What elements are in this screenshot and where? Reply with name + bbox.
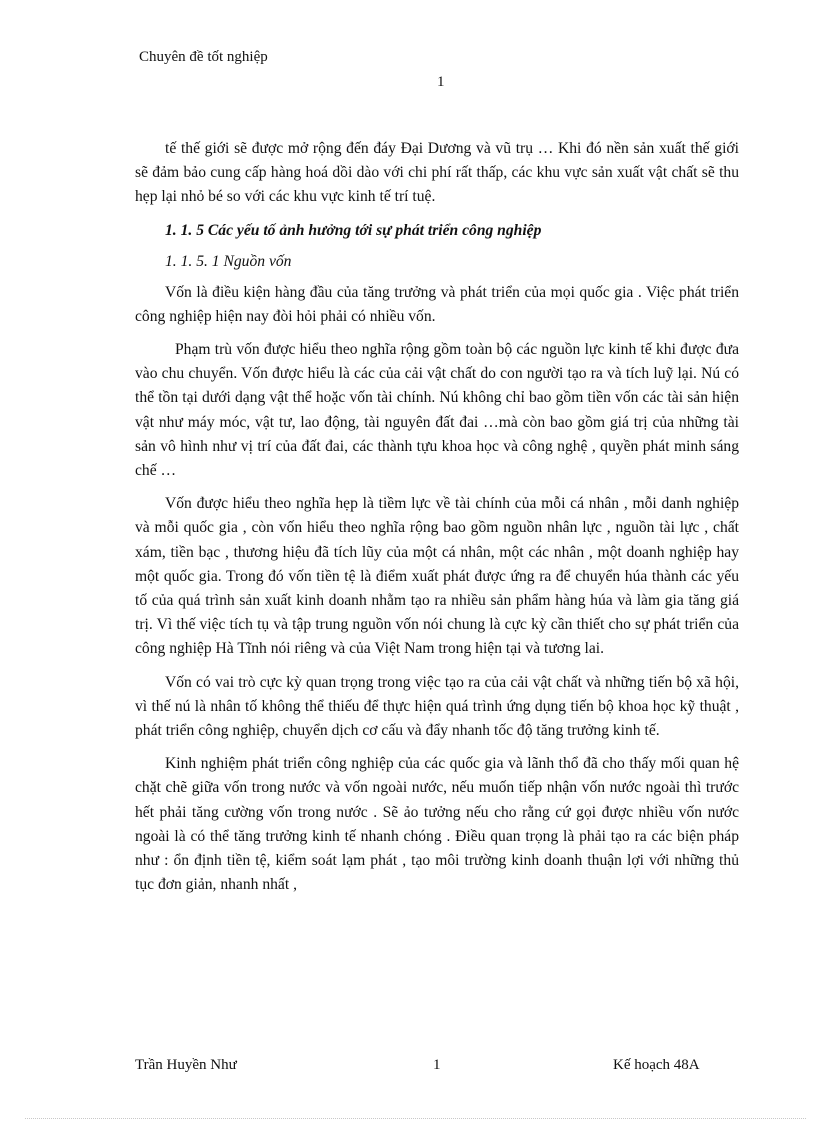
header-page-number: 1 — [437, 74, 445, 90]
paragraph: Kinh nghiệm phát triển công nghiệp của các quốc gia và lãnh thổ đã cho thấy mối quan hệ chặt chẽ giữa vốn trong nước và vốn ngoài nước, nếu muốn tiếp nhận vốn nước ngoài thì trước hết phải tăng cường vốn trong nước . Sẽ ảo tưởng nếu cho rằng cứ gọi được nhiều vốn nước ngoài là có thể tăng trưởng kinh tế nhanh chóng . Điều quan trọng là phải tạo ra các biện pháp như : ổn định tiền tệ, kiểm soát lạm phát , tạo môi trường kinh doanh thuận lợi với những thủ tục đơn giản, nhanh nhất , — [135, 755, 739, 894]
footer-page-number: 1 — [433, 1057, 441, 1073]
footer-class: Kế hoạch 48A — [613, 1057, 700, 1073]
paragraph: Vốn là điều kiện hàng đầu của tăng trưởng và phát triển của mọi quốc gia . Việc phát triển công nghiệp hiện nay đòi hỏi phải có nhiều vốn. — [135, 283, 739, 325]
document-body — [135, 137, 739, 906]
page-bottom-edge — [25, 1118, 806, 1119]
document-title: Chuyên đề tốt nghiệp — [139, 49, 268, 65]
subsection-heading: 1. 1. 5. 1 Nguồn vốn — [165, 252, 292, 270]
paragraph: Phạm trù vốn được hiểu theo nghĩa rộng gồm toàn bộ các nguồn lực kinh tế khi được đưa vào chu chuyển. Vốn được hiểu là các của cải vật chất do con người tạo ra và tích luỹ lại. Nú có thể tồn tại dưới dạng vật thể hoặc vốn tài chính. Nú không chỉ bao gồm tiền vốn các tài sản hiện vật như máy móc, vật tư, lao động, tài nguyên đất đai …mà còn bao gồm giá trị của những tài sản vô hình như vị trí của đất đai, các thành tựu khoa học và công nghệ , quyền phát minh sáng chế … — [135, 341, 739, 480]
paragraph: Vốn có vai trò cực kỳ quan trọng trong việc tạo ra của cải vật chất và những tiến bộ xã hội, vì thế nú là nhân tố không thể thiếu để thực hiện quá trình ứng dụng tiến bộ khoa học kỹ thuật , phát triển công nghiệp, chuyển dịch cơ cấu và đẩy nhanh tốc độ tăng trưởng kinh tế. — [135, 673, 739, 740]
footer-author: Trần Huyền Như — [135, 1057, 237, 1073]
intro-paragraph: tế thế giới sẽ được mở rộng đến đáy Đại Dương và vũ trụ … Khi đó nền sản xuất thế giới sẽ đảm bảo cung cấp hàng hoá dồi dào với chi phí rất thấp, các khu vực sản xuất vật chất sẽ thu hẹp lại nhỏ bé so với các khu vực kinh tế trí tuệ. — [135, 140, 739, 206]
section-heading: 1. 1. 5 Các yếu tố ảnh hưởng tới sự phát triển công nghiệp — [165, 221, 542, 239]
paragraph: Vốn được hiểu theo nghĩa hẹp là tiềm lực về tài chính của mỗi cá nhân , mỗi danh nghiệp và mỗi quốc gia , còn vốn hiểu theo nghĩa rộng bao gồm nguồn nhân lực , nguồn tài lực , chất xám, tiền bạc , thương hiệu đã tích lũy của một cá nhân, một các nhân , một doanh nghiệp hay một quốc gia. Trong đó vốn tiền tệ là điểm xuất phát được ứng ra để chuyển húa thành các yếu tố của quá trình sản xuất kinh doanh nhằm tạo ra nhiều sản phẩm hàng húa và làm gia tăng giá trị. Vì thế việc tích tụ và tập trung nguồn vốn nói chung là cực kỳ cần thiết cho sự phát triển của công nghiệp Hà Tĩnh nói riêng và của Việt Nam trong hiện tại và tương lai. — [135, 495, 739, 658]
